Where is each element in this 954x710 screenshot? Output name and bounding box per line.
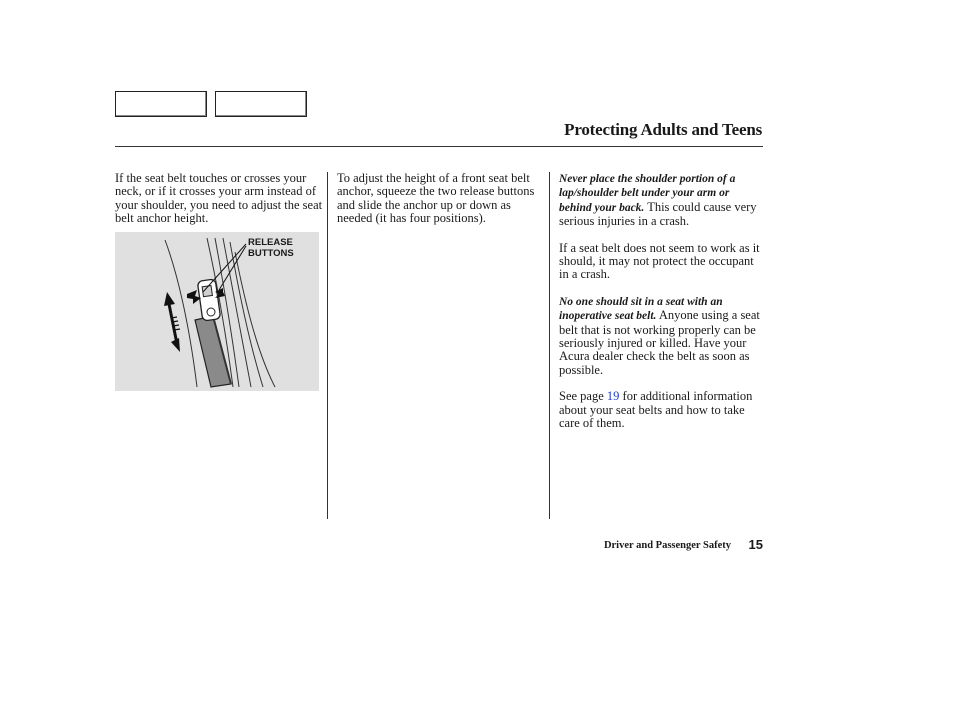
inoperative-belt-paragraph (559, 295, 764, 377)
column-3 (559, 172, 764, 444)
footer-section-title: Driver and Passenger Safety (603, 540, 731, 551)
column-divider-1 (327, 172, 328, 519)
column-1 (115, 172, 323, 239)
column-divider-2 (549, 172, 550, 519)
nav-button-1[interactable] (115, 91, 207, 117)
anchor-height-paragraph: If the seat belt touches or crosses your neck, or if it crosses your arm instead of your shoulder, you need to adjust the seat belt anchor height. (115, 171, 323, 226)
inoperative-belt-warning: No one should sit in a seat with an inoperative seat belt. (559, 295, 723, 323)
see-page-prefix: See page (559, 389, 607, 404)
seat-belt-anchor-illustration (115, 232, 319, 391)
shoulder-belt-warning-text: This could cause very serious injuries in a crash. (559, 199, 757, 229)
belt-not-working-paragraph: If a seat belt does not seem to work as it should, it may not protect the occupant in a crash. (559, 240, 760, 282)
see-page-suffix: for additional information about your seat belts and how to take care of them. (559, 389, 753, 431)
release-label-line-2: BUTTONS (248, 248, 294, 259)
nav-button-2[interactable] (215, 91, 307, 117)
shoulder-belt-warning-paragraph (559, 172, 764, 229)
page-title: Protecting Adults and Teens (564, 120, 762, 139)
see-page-paragraph (559, 390, 764, 430)
title-rule (115, 146, 763, 147)
adjust-height-paragraph: To adjust the height of a front seat belt anchor, squeeze the two release buttons and slide the anchor up or down as needed (it has four positions). (337, 171, 535, 226)
shoulder-belt-warning: Never place the shoulder portion of a lap/shoulder belt under your arm or behind your back. (559, 173, 736, 214)
page-19-link[interactable]: 19 (606, 389, 620, 404)
inoperative-belt-text: Anyone using a seat belt that is not working properly can be seriously injured or killed. Have your Acura dealer check the belt as soon as possible. (559, 308, 760, 377)
release-label-line-1: RELEASE (248, 237, 293, 248)
column-2 (337, 172, 542, 239)
page-number: 15 (748, 537, 763, 552)
release-buttons-label (248, 237, 294, 259)
